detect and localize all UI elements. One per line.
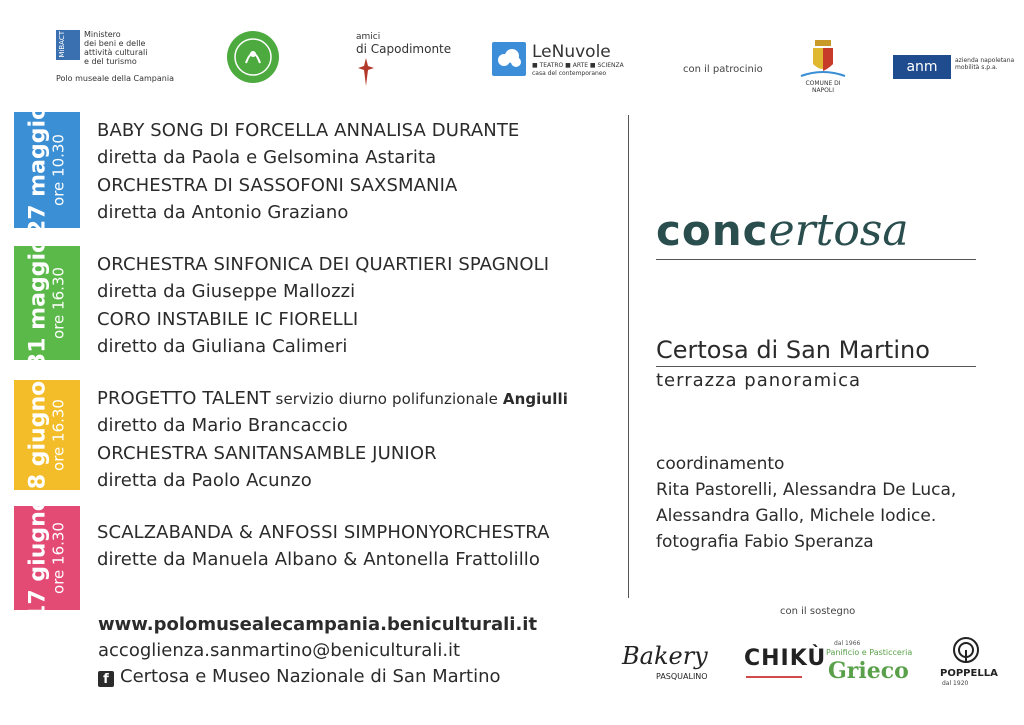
program-line: BABY SONG DI FORCELLA ANNALISA DURANTE — [97, 120, 520, 141]
patrocinio-label: con il patrocinio — [683, 64, 763, 75]
program-line: PROGETTO TALENT servizio diurno polifunzionale Angiulli — [97, 388, 568, 409]
amici-san-martino-logo — [226, 30, 280, 84]
spiral-icon — [952, 636, 980, 664]
coordination-block: coordinamento Rita Pastorelli, Alessandra De Luca, Alessandra Gallo, Michele Iodice. fotografia Fabio Speranza — [656, 451, 956, 555]
venue-rule — [656, 366, 976, 367]
date-tab-17-giugno: 17 giugno ore 16.30 — [14, 506, 80, 610]
program-line: ORCHESTRA SINFONICA DEI QUARTIERI SPAGNOLI — [97, 254, 550, 275]
lily-icon — [358, 58, 374, 86]
program-line: dirette da Manuela Albano & Antonella Frattolillo — [97, 549, 541, 570]
comune-napoli-logo: COMUNE DI NAPOLI — [795, 38, 851, 94]
mibact-text: Ministero dei beni e delle attività culturali e del turismo — [84, 30, 148, 66]
grieco-logo: dal 1966 Panificio e Pasticceria Grieco — [826, 640, 913, 684]
date-tab-27-maggio: 27 maggio ore 10.30 — [14, 112, 80, 228]
program-line: CORO INSTABILE IC FIORELLI — [97, 309, 359, 330]
sostegno-label: con il sostegno — [780, 606, 856, 617]
program-line: diretto da Mario Brancaccio — [97, 415, 348, 436]
amici-capodimonte-logo: amici di Capodimonte — [354, 32, 454, 90]
polo-museale-label: Polo museale della Campania — [56, 74, 174, 83]
program-line: SCALZABANDA & ANFOSSI SIMPHONYORCHESTRA — [97, 522, 550, 543]
coat-of-arms-icon — [795, 38, 851, 82]
program-line: diretto da Giuliana Calimeri — [97, 336, 348, 357]
coordination-title: coordinamento — [656, 454, 785, 474]
title-rule — [656, 259, 976, 260]
le-nuvole-logo: LeNuvole ■ TEATRO ■ ARTE ■ SCIENZA casa del contemporaneo — [492, 40, 612, 84]
program-line: diretta da Giuseppe Mallozzi — [97, 281, 356, 302]
venue-subtitle: terrazza panoramica — [656, 370, 862, 391]
contact-links — [98, 612, 537, 690]
vertical-divider — [628, 115, 629, 598]
date-tab-31-maggio: 31 maggio ore 16.30 — [14, 246, 80, 360]
program-line: ORCHESTRA DI SASSOFONI SAXSMANIA — [97, 175, 458, 196]
poppella-logo: POPPELLA dal 1920 — [938, 636, 1008, 696]
bakery-pasqualino-logo: Bakery PASQUALINO — [622, 642, 708, 681]
facebook-icon: f — [98, 671, 114, 687]
facebook-link[interactable]: f Certosa e Museo Nazionale di San Martino — [98, 664, 537, 690]
date-tab-8-giugno: 8 giugno ore 16.30 — [14, 380, 80, 490]
concertosa-title: concertosa — [656, 205, 909, 256]
mibact-mark: MiBACT — [56, 30, 80, 60]
website-link[interactable]: www.polomusealecampania.beniculturali.it — [98, 614, 538, 635]
mibact-logo — [56, 30, 174, 86]
venue-name: Certosa di San Martino — [656, 336, 930, 364]
program-line: ORCHESTRA SANITANSAMBLE JUNIOR — [97, 443, 437, 464]
program-line: diretta da Antonio Graziano — [97, 202, 349, 223]
chiku-logo: CHIKÙ — [744, 636, 806, 686]
anm-logo: anm azienda napoletana mobilità s.p.a. — [893, 55, 1023, 81]
program-line: diretta da Paolo Acunzo — [97, 470, 312, 491]
email-link[interactable]: accoglienza.sanmartino@beniculturali.it — [98, 640, 461, 661]
cloud-icon — [492, 42, 526, 76]
program-line: diretta da Paola e Gelsomina Astarita — [97, 147, 437, 168]
